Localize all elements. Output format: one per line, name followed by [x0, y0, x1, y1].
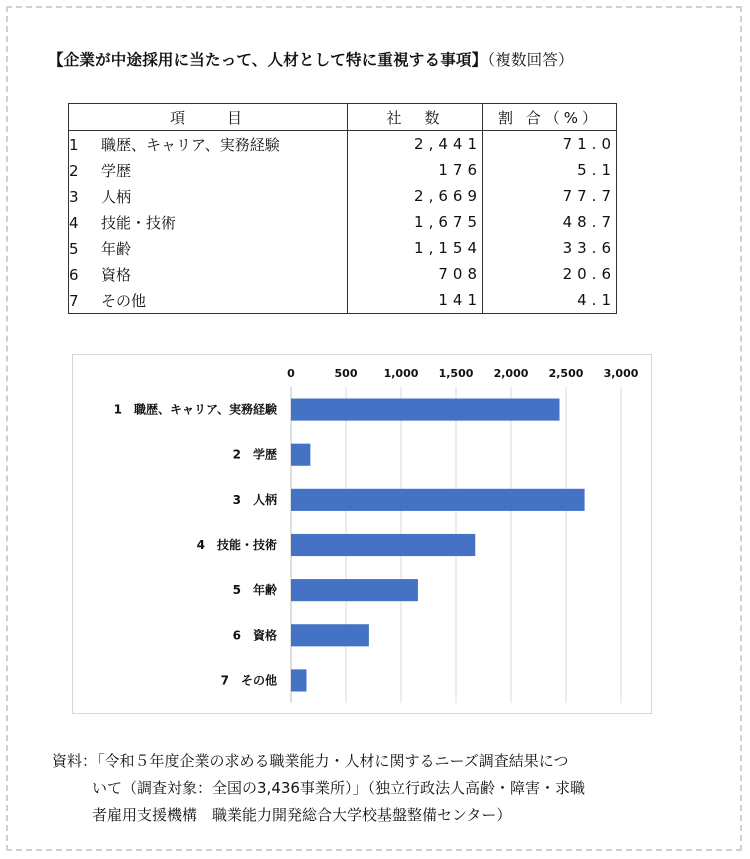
row-count: 2,669: [348, 183, 483, 209]
x-tick-label: 500: [334, 367, 358, 380]
row-item: [69, 131, 348, 158]
x-tick-label: 2,500: [548, 367, 584, 380]
row-number: 2: [69, 161, 79, 180]
category-label: 3 人柄: [232, 492, 277, 507]
category-label: 6 資格: [232, 628, 277, 643]
row-item: [69, 287, 348, 314]
category-label: 1 職歴、キャリア、実務経験: [113, 402, 277, 417]
row-percent: 71.0: [483, 131, 617, 158]
x-tick-label: 0: [287, 367, 295, 380]
row-item: [69, 157, 348, 183]
row-label: 技能・技術: [101, 213, 177, 232]
row-item: [69, 261, 348, 287]
table-row: [69, 235, 617, 261]
row-item: [69, 209, 348, 235]
table-header-row: [69, 104, 617, 131]
header-count: 社 数: [348, 104, 483, 131]
title-main: 【企業が中途採用に当たって、人材として特に重視する事項】: [48, 51, 488, 69]
x-tick-label: 1,000: [383, 367, 419, 380]
bar: [291, 669, 307, 691]
row-count: 1,154: [348, 235, 483, 261]
bar: [291, 624, 369, 646]
table-row: [69, 287, 617, 314]
bar: [291, 534, 475, 556]
row-percent: 4.1: [483, 287, 617, 314]
row-number: 3: [69, 187, 79, 206]
source-line-3: 者雇用支援機構 職業能力開発総合大学校基盤整備センター）: [92, 806, 512, 824]
table-row: [69, 183, 617, 209]
table-row: [69, 131, 617, 158]
row-number: 7: [69, 291, 79, 310]
row-percent: 20.6: [483, 261, 617, 287]
category-label: 7 その他: [220, 673, 277, 688]
row-number: 1: [69, 135, 79, 154]
data-table: [68, 103, 617, 314]
bar-chart: [72, 354, 652, 714]
row-percent: 77.7: [483, 183, 617, 209]
x-tick-label: 3,000: [603, 367, 639, 380]
row-item: [69, 183, 348, 209]
row-count: 141: [348, 287, 483, 314]
title-subtitle: （複数回答）: [487, 51, 574, 69]
row-number: 5: [69, 239, 79, 258]
table-row: [69, 209, 617, 235]
row-number: 4: [69, 213, 79, 232]
row-percent: 5.1: [483, 157, 617, 183]
x-tick-label: 1,500: [438, 367, 474, 380]
source-note: [52, 748, 732, 829]
table-row: [69, 157, 617, 183]
row-label: 人柄: [101, 187, 132, 206]
header-percent: 割 合（%）: [483, 104, 617, 131]
category-label: 5 年齢: [232, 583, 277, 598]
row-item: [69, 235, 348, 261]
header-item: 項 目: [69, 104, 348, 131]
chart-svg: [73, 355, 653, 715]
row-percent: 48.7: [483, 209, 617, 235]
bar: [291, 399, 560, 421]
page-title: [48, 48, 728, 70]
row-label: その他: [101, 291, 147, 310]
category-label: 4 技能・技術: [196, 538, 277, 552]
row-count: 708: [348, 261, 483, 287]
bar: [291, 579, 418, 601]
source-line-2: いて（調査対象：全国の3,436事業所）」（独立行政法人高齢・障害・求職: [92, 779, 585, 797]
bar: [291, 444, 310, 466]
row-count: 2,441: [348, 131, 483, 158]
source-line-1: 資料：「令和５年度企業の求める職業能力・人材に関するニーズ調査結果につ: [52, 752, 569, 770]
x-tick-label: 2,000: [493, 367, 529, 380]
bar: [291, 489, 585, 511]
row-number: 6: [69, 265, 79, 284]
row-label: 資格: [101, 265, 132, 284]
category-label: 2 学歴: [232, 447, 277, 462]
table-row: [69, 261, 617, 287]
row-label: 年齢: [101, 239, 132, 258]
row-percent: 33.6: [483, 235, 617, 261]
row-count: 1,675: [348, 209, 483, 235]
row-label: 職歴、キャリア、実務経験: [101, 135, 280, 154]
row-count: 176: [348, 157, 483, 183]
row-label: 学歴: [101, 161, 132, 180]
